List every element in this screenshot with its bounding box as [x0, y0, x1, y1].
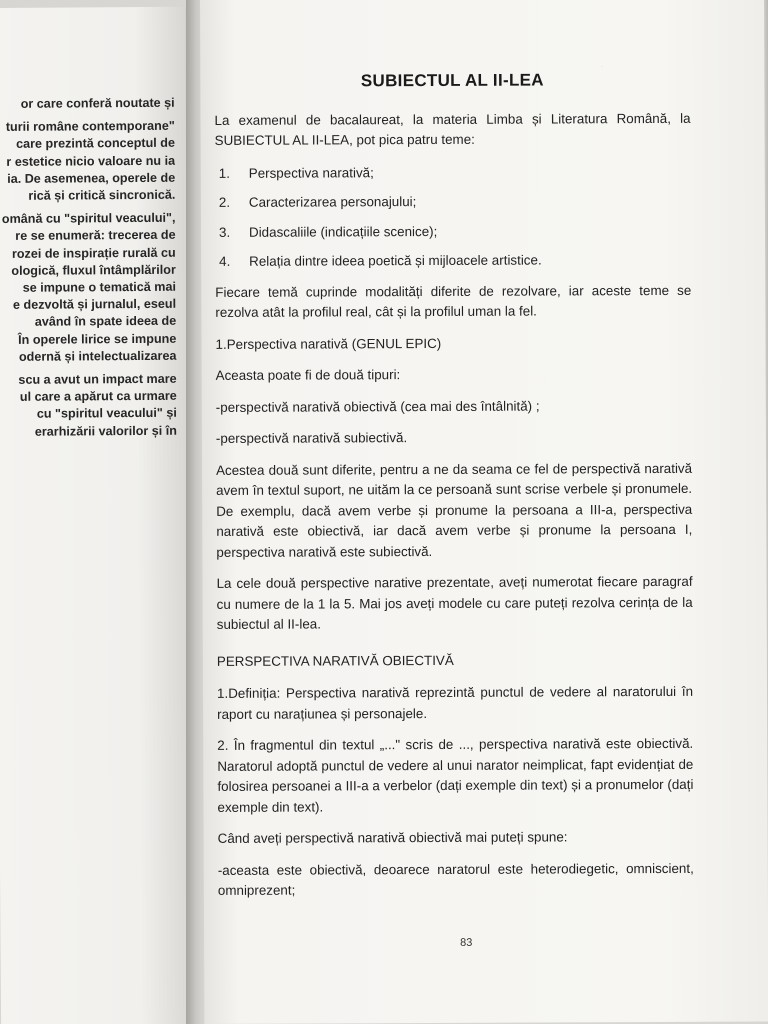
left-page-line: scu a avut un impact mare [18, 371, 177, 387]
list-item [215, 161, 691, 184]
fragment-paragraph: 2. În fragmentul din textul „..." scris de ..., perspectiva narativă este obiectivă. Naratorul adoptă punctul de vedere al unui narator neimplicat, fapt evidențiat de folosirea persoanei a III-a a verbelor (dați exemple din text) și a pronumelor (dați exemple din text). [217, 735, 694, 815]
last-paragraph: -aceasta este obiectivă, deoarece naratorul este heterodiegetic, omniscient, omniprezent; [217, 860, 694, 898]
left-page-line: e dezvoltă și jurnalul, eseul [12, 296, 177, 313]
list-item-number: 3. [218, 224, 231, 240]
objective-type-line: -perspectivă narativă obiectivă (cea mai des întâlnită) ; [215, 398, 540, 415]
definition-paragraph: 1.Definiția: Perspectiva narativă reprezintă punctul de vedere al naratorului în raport cu narațiunea și personajele. [216, 683, 694, 722]
page-title: SUBIECTUL AL II-LEA [360, 70, 544, 91]
objective-section-heading: PERSPECTIVA NARATIVĂ OBIECTIVĂ [216, 652, 454, 669]
left-page-line: omână cu "spiritul veacului", [1, 210, 176, 227]
list-item [215, 191, 691, 214]
left-page-line: re se enumeră: trecerea de [15, 228, 176, 244]
left-page-line: odernă și intelectualizarea [18, 348, 177, 364]
models-paragraph: La cele două perspective narative prezentate, aveți numerotat fiecare paragraf cu numere de la 1 la 5. Mai jos aveți modele cu care puteți rezolva cerința de la subiectul al II-lea. [216, 573, 693, 632]
list-item-text: Perspectiva narativă; [248, 164, 374, 181]
difference-paragraph: Acestea două sunt diferite, pentru a ne da seama ce fel de perspectivă narativă avem în textul suport, ne uităm la ce persoană sunt scrise verbele și pronumele. De exemplu, dacă avem verbe și pronume la persoana a III-a, perspectiva narativă este obiectivă, iar dacă avem verbe și pronume la persoana I, perspectiva narativă este subiectivă. [216, 460, 693, 560]
left-page-line: ologică, fluxul întâmplărilor [11, 262, 176, 278]
list-item [215, 250, 691, 273]
left-page-line: În operele lirice se impune [18, 331, 177, 347]
each-theme-paragraph: Fiecare temă cuprinde modalități diferite de rezolvare, iar aceste teme se rezolva atât la profilul real, cât și la profilul uman la fel. [215, 282, 692, 320]
list-item-number: 2. [218, 194, 231, 210]
subjective-type-line: -perspectivă narativă subiectivă. [215, 430, 408, 446]
left-page-line: care prezintă conceptul de [16, 136, 175, 152]
section-1-heading: 1.Perspectiva narativă (GENUL EPIC) [215, 335, 442, 352]
page-number: 83 [460, 936, 473, 949]
list-item-text: Didascaliile (indicațiile scenice); [248, 223, 438, 240]
left-page-line: rozei de inspirație rurală cu [11, 245, 176, 261]
list-item-number: 4. [219, 253, 231, 269]
left-page-line: erarhizării valorilor și în [34, 423, 178, 439]
left-page-line: ul care a apărut ca urmare [19, 388, 177, 405]
left-page-line: or care conferă noutate și [20, 95, 175, 111]
list-item-number: 1. [218, 165, 230, 181]
themes-list [215, 161, 691, 272]
bleed-through-text: · [600, 61, 604, 73]
right-page [200, 0, 768, 1024]
left-page-text [0, 95, 177, 442]
when-paragraph: Când aveți perspectivă narativă obiectivă mai puteți spune: [217, 829, 568, 846]
list-item-text: Relația dintre ideea poetică și mijloacele artistice. [249, 252, 542, 269]
list-item [215, 220, 691, 243]
left-page-line: ia. De asemenea, operele de [7, 170, 176, 186]
left-page-line: cu "spiritul veacului" și [36, 406, 177, 422]
left-page-line: turii române contemporane" [5, 118, 175, 135]
two-types-paragraph: Aceasta poate fi de două tipuri: [215, 367, 401, 383]
left-page-line: r estetice nicio valoare nu ia [6, 153, 176, 169]
left-page-line: având în spate ideea de [34, 314, 177, 330]
left-page-line: rică și critică sincronică. [28, 187, 176, 203]
left-page-line: se impune o tematică mai [22, 279, 176, 295]
left-page [0, 7, 201, 1024]
page-edge [764, 0, 768, 1022]
list-item-text: Caracterizarea personajului; [248, 194, 417, 210]
page-content [214, 70, 694, 913]
intro-paragraph: La examenul de bacalaureat, la materia Limba și Literatura Română, la SUBIECTUL AL II-LEA, pot pica patru teme: [214, 110, 691, 148]
